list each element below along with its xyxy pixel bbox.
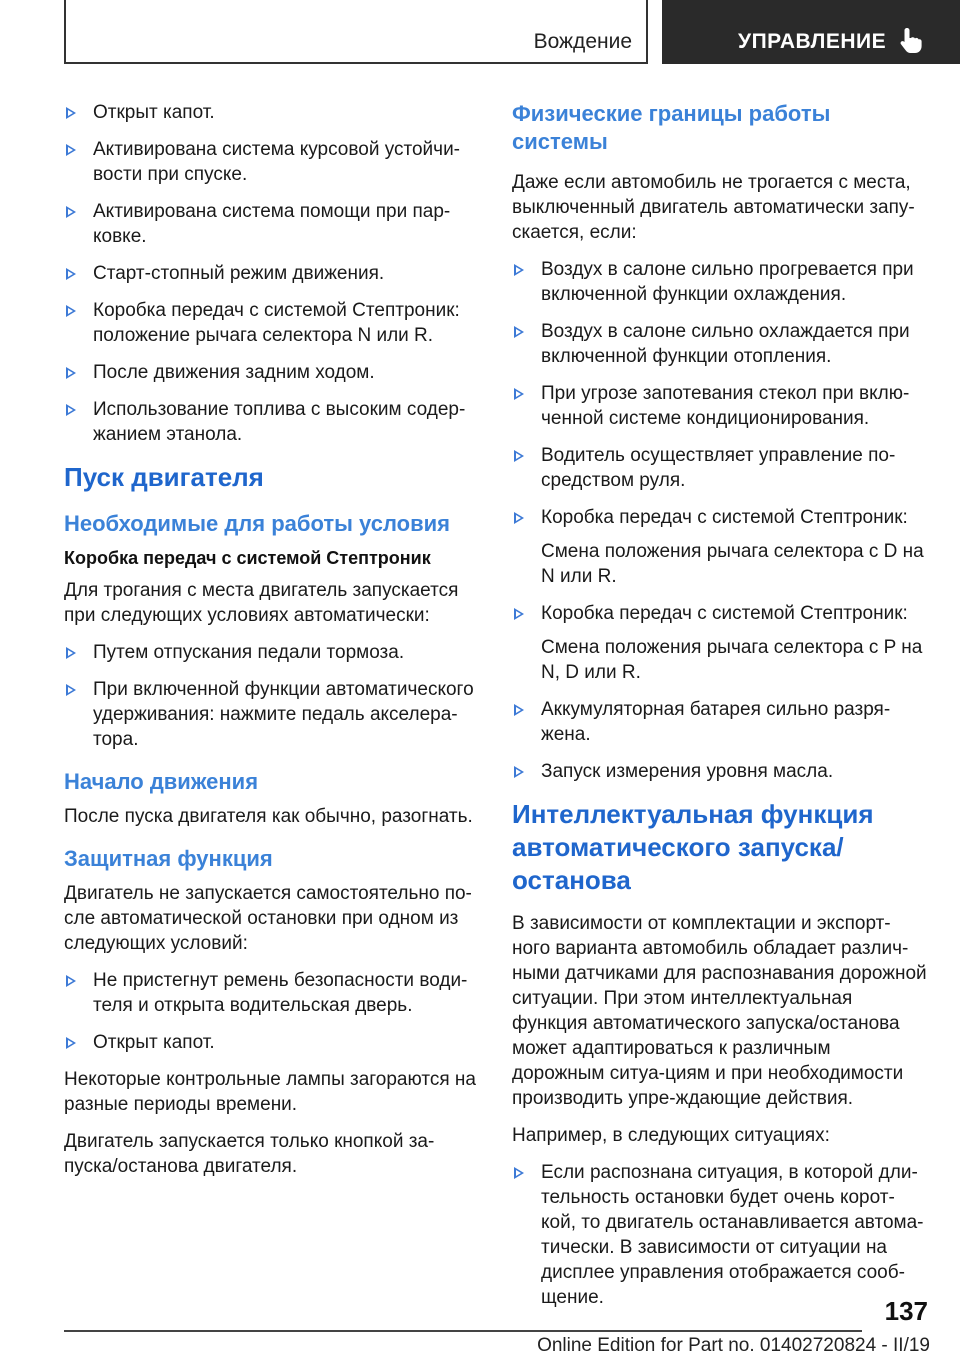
list-item <box>64 261 480 286</box>
bullet-triangle-icon <box>514 264 524 276</box>
list-item-text: Открыт капот. <box>93 102 215 123</box>
list-item-text: Не пристегнут ремень безопасности води-теля и открыта водительская дверь. <box>93 970 468 1016</box>
list-item <box>64 640 480 665</box>
list-item <box>64 1030 480 1055</box>
bullet-triangle-icon <box>66 144 76 156</box>
list-item <box>512 443 928 493</box>
header-section-title: Вождение <box>533 30 632 53</box>
heading-begin-driving: Начало движения <box>64 769 259 794</box>
list-item-text: Активирована система помощи при пар-ковке. <box>93 201 451 247</box>
list-item-text: Запуск измерения уровня масла. <box>541 761 834 782</box>
left-column <box>64 100 480 1191</box>
list-item <box>512 381 928 431</box>
paragraph-begin-driving: После пуска двигателя как обычно, разогнать. <box>64 806 473 827</box>
bullet-triangle-icon <box>514 1167 524 1179</box>
list-item-text: Коробка передач с системой Стептроник: <box>541 603 908 624</box>
list-item-text: Коробка передач с системой Стептроник: положение рычага селектора N или R. <box>93 300 460 346</box>
list-item-text: Водитель осуществляет управление по-средством руля. <box>541 445 896 491</box>
bullet-list <box>512 257 928 784</box>
bullet-triangle-icon <box>66 268 76 280</box>
list-item-text: Использование топлива с высоким содер-жанием этанола. <box>93 399 466 445</box>
list-item-text: При включенной функции автоматического удерживания: нажмите педаль акселера-тора. <box>93 679 474 750</box>
list-item-text: Старт-стопный режим движения. <box>93 263 385 284</box>
paragraph-intelligent: В зависимости от комплектации и экспорт-ного варианта автомобиль обладает различ-ными датчиками для распознавания дорожной ситуации. При этом интеллектуальная функция автоматического запуска/останова может адаптироваться к различным дорожным ситуа-циям и при необходимости производить упре-ждающие действия. <box>512 913 927 1109</box>
list-item <box>512 697 928 747</box>
header-section-box <box>64 0 648 64</box>
bullet-triangle-icon <box>514 704 524 716</box>
footer-edition: Online Edition for Part no. 01402720824 - II/19 <box>537 1335 930 1356</box>
heading-engine-start: Пуск двигателя <box>64 462 264 492</box>
paragraph-protection: Двигатель не запускается самостоятельно по-сле автоматической остановки при одном из следующих условий: <box>64 883 472 954</box>
heading-conditions: Необходимые для работы условия <box>64 511 450 536</box>
list-item-text: Открыт капот. <box>93 1032 215 1053</box>
heading-protection-function: Защитная функция <box>64 846 273 871</box>
list-item <box>64 137 480 187</box>
list-item <box>64 199 480 249</box>
paragraph-start-button: Двигатель запускается только кнопкой за-пуска/останова двигателя. <box>64 1131 435 1177</box>
bullet-triangle-icon <box>66 647 76 659</box>
bullet-triangle-icon <box>66 206 76 218</box>
list-item <box>64 677 480 752</box>
list-item <box>512 601 928 685</box>
footer-divider <box>64 1330 862 1332</box>
list-item <box>64 100 480 125</box>
list-item <box>512 759 928 784</box>
heading-steptronic: Коробка передач с системой Стептроник <box>64 548 431 568</box>
bullet-triangle-icon <box>514 326 524 338</box>
right-column <box>512 100 928 1322</box>
bullet-triangle-icon <box>514 450 524 462</box>
bullet-triangle-icon <box>66 975 76 987</box>
bullet-list <box>512 1160 928 1310</box>
heading-physical-limits: Физические границы работы системы <box>512 101 831 154</box>
header-chapter-box <box>662 0 960 64</box>
bullet-triangle-icon <box>66 684 76 696</box>
list-item-text: Воздух в салоне сильно прогревается при включенной функции охлаждения. <box>541 259 914 305</box>
list-item <box>512 257 928 307</box>
list-item-subtext: Смена положения рычага селектора с D на N или R. <box>541 541 924 587</box>
list-item-text: Если распознана ситуация, в которой дли-тельность остановки будет очень корот-кой, то двигатель останавливается автома-тически. В зависимости от ситуации на дисплее управления отображается сооб-щение. <box>541 1162 924 1308</box>
list-item-text: Аккумуляторная батарея сильно разря-жена. <box>541 699 891 745</box>
bullet-list <box>64 640 480 752</box>
hand-pointer-icon <box>898 26 924 54</box>
list-item-text: Воздух в салоне сильно охлаждается при включенной функции отопления. <box>541 321 910 367</box>
bullet-triangle-icon <box>66 367 76 379</box>
bullet-triangle-icon <box>514 766 524 778</box>
bullet-triangle-icon <box>66 404 76 416</box>
list-item <box>64 298 480 348</box>
header-chapter-title: УПРАВЛЕНИЕ <box>738 30 887 53</box>
list-item <box>64 360 480 385</box>
paragraph-example: Например, в следующих ситуациях: <box>512 1125 830 1146</box>
list-item-subtext: Смена положения рычага селектора с P на N, D или R. <box>541 637 923 683</box>
bullet-triangle-icon <box>66 107 76 119</box>
bullet-triangle-icon <box>66 1037 76 1049</box>
list-item <box>64 968 480 1018</box>
paragraph-start-conditions: Для трогания с места двигатель запускается при следующих условиях автоматически: <box>64 580 459 626</box>
bullet-triangle-icon <box>66 305 76 317</box>
list-item-text: Путем отпускания педали тормоза. <box>93 642 405 663</box>
list-item <box>512 319 928 369</box>
bullet-triangle-icon <box>514 608 524 620</box>
bullet-list <box>64 968 480 1055</box>
list-item-text: Коробка передач с системой Стептроник: <box>541 507 908 528</box>
list-item-text: При угрозе запотевания стекол при вклю-ченной системе кондиционирования. <box>541 383 910 429</box>
paragraph-warning-lamps: Некоторые контрольные лампы загораются на разные периоды времени. <box>64 1069 476 1115</box>
page-number: 137 <box>884 1296 928 1326</box>
bullet-list <box>64 100 480 447</box>
list-item-text: После движения задним ходом. <box>93 362 375 383</box>
list-item <box>512 1160 928 1310</box>
list-item-text: Активирована система курсовой устойчи-вости при спуске. <box>93 139 461 185</box>
paragraph-physical-limits: Даже если автомобиль не трогается с места, выключенный двигатель автоматически запу-скается, если: <box>512 172 915 243</box>
list-item <box>64 397 480 447</box>
bullet-triangle-icon <box>514 388 524 400</box>
bullet-triangle-icon <box>514 512 524 524</box>
heading-intelligent-start-stop: Интеллектуальная функция автоматического запуска/ останова <box>512 799 874 895</box>
list-item <box>512 505 928 589</box>
